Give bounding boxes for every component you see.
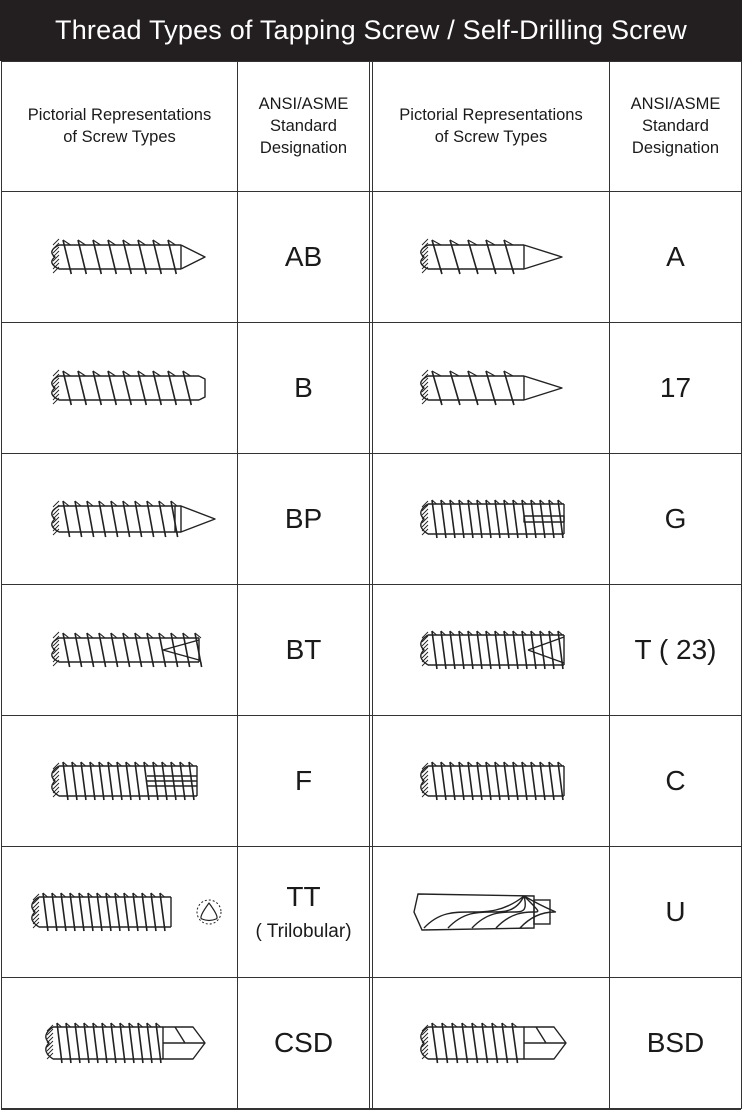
designation-code: F (294, 765, 313, 796)
left-designation-cell (238, 585, 369, 715)
type-17-screw-icon (374, 332, 608, 444)
u-drive-screw-icon (374, 856, 608, 968)
left-pictorial-header (2, 61, 237, 191)
thread-types-table (0, 61, 742, 1111)
designation-code: U (665, 896, 686, 927)
header-line: Pictorial Representations (399, 106, 583, 124)
g-thread-screw-icon (374, 463, 608, 575)
left-designation-cell (238, 978, 369, 1108)
f-thread-screw-icon (3, 725, 237, 837)
header-line: Standard (642, 117, 709, 135)
header-line: of Screw Types (434, 128, 548, 146)
column-divider (369, 61, 370, 1109)
f-thread-screw-icon (2, 716, 237, 846)
page-title: Thread Types of Tapping Screw / Self-Drilling Screw (0, 0, 742, 61)
bt-thread-screw-icon (2, 585, 237, 715)
c-thread-screw-icon (373, 716, 609, 846)
right-designation-cell (610, 454, 741, 584)
type-17-screw-icon (373, 323, 609, 453)
csd-drill-screw-icon (2, 978, 237, 1108)
left-designation-header (238, 61, 369, 191)
designation-code: G (664, 503, 687, 534)
left-designation-cell (238, 847, 369, 977)
designation-code: BT (285, 634, 322, 665)
designation-code: CSD (273, 1027, 334, 1058)
header-line: Standard (270, 117, 337, 135)
right-pictorial-header (373, 61, 609, 191)
right-designation-cell (610, 978, 741, 1108)
bsd-drill-screw-icon (373, 978, 609, 1108)
a-thread-screw-icon (374, 201, 608, 313)
header-line: Designation (259, 139, 348, 157)
header-line: Designation (631, 139, 720, 157)
tt-trilobular-screw-icon (3, 856, 237, 968)
bt-thread-screw-icon (3, 594, 237, 706)
t23-thread-screw-icon (374, 594, 608, 706)
tt-trilobular-screw-icon (2, 847, 237, 977)
ab-thread-screw-icon (3, 201, 237, 313)
designation-code: T ( 23) (634, 634, 717, 665)
right-designation-cell (610, 716, 741, 846)
header-line: ANSI/ASME (630, 95, 721, 113)
t23-thread-screw-icon (373, 585, 609, 715)
designation-code: TT (286, 881, 321, 912)
right-designation-header (610, 61, 741, 191)
row-divider (1, 1109, 741, 1110)
a-thread-screw-icon (373, 192, 609, 322)
right-designation-cell (610, 847, 741, 977)
c-thread-screw-icon (374, 725, 608, 837)
left-designation-cell (238, 192, 369, 322)
g-thread-screw-icon (373, 454, 609, 584)
designation-code: C (665, 765, 686, 796)
header-line: ANSI/ASME (258, 95, 349, 113)
right-designation-cell (610, 323, 741, 453)
designation-code: 17 (659, 372, 692, 403)
designation-code: BP (284, 503, 323, 534)
left-designation-cell (238, 323, 369, 453)
bsd-drill-screw-icon (374, 987, 608, 1099)
header-line: of Screw Types (63, 128, 176, 146)
header-line: Pictorial Representations (27, 106, 212, 124)
designation-code: A (666, 241, 685, 272)
left-designation-cell (238, 454, 369, 584)
designation-code: AB (284, 241, 323, 272)
left-designation-cell (238, 716, 369, 846)
ab-thread-screw-icon (2, 192, 237, 322)
right-designation-cell (610, 192, 741, 322)
bp-thread-screw-icon (2, 454, 237, 584)
b-thread-screw-icon (3, 332, 237, 444)
designation-code: B (294, 372, 313, 403)
bp-thread-screw-icon (3, 463, 237, 575)
designation-code: BSD (646, 1027, 705, 1058)
csd-drill-screw-icon (3, 987, 237, 1099)
u-drive-screw-icon (373, 847, 609, 977)
designation-note: ( Trilobular) (255, 921, 352, 942)
b-thread-screw-icon (2, 323, 237, 453)
right-designation-cell (610, 585, 741, 715)
